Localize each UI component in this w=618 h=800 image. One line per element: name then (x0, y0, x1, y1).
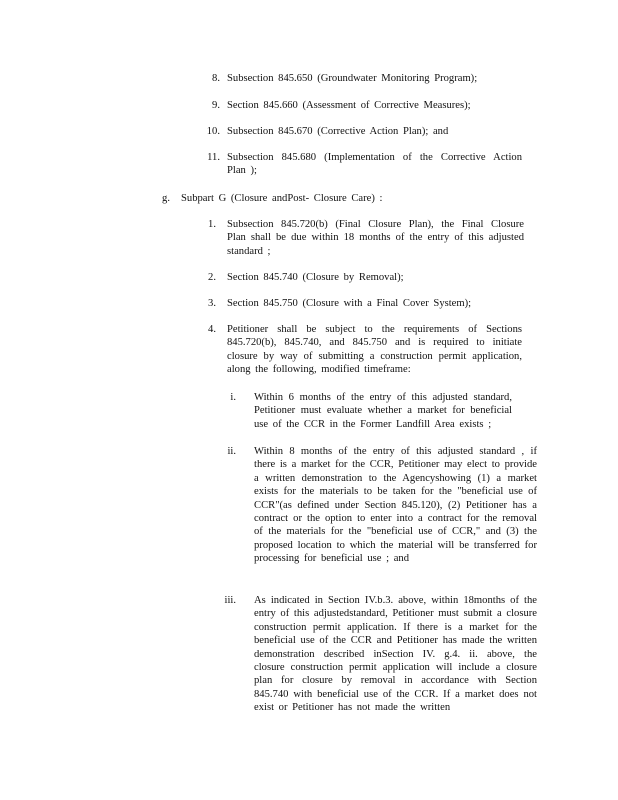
item-number: iii. (224, 595, 236, 606)
item-text: As indicated in Section IV.b.3. above, within 18months of the entry of this adjustedstandard, Petitioner must submit a closure construction permit application. If there is a market for the beneficial use of the CCR and Petitioner has made the written demonstration described inSection IV. g.4. ii. above, the closure construction permit application will include a closure plan for closure by removal in accordance with Section 845.740 with beneficial use of the CCR. If a market does not exist or Petitioner has not made the written (254, 595, 537, 714)
item-number: 9. (212, 100, 220, 111)
item-text: Subsection 845.670 (Corrective Action Plan); and (227, 126, 449, 137)
item-number: 3. (208, 298, 216, 309)
item-number: 4. (208, 324, 216, 335)
subpart-letter: g. (162, 193, 170, 204)
item-number: i. (230, 392, 236, 403)
item-number: 8. (212, 73, 220, 84)
item-number: 11. (207, 152, 220, 163)
item-text: Within 6 months of the entry of this adjusted standard, Petitioner must evaluate whether a market for beneficial use of the CCR in the Former Landfill Area exists ; (254, 392, 512, 430)
item-text: Petitioner shall be subject to the requirements of Sections 845.720(b), 845.740, and 845.750 and is required to initiate closure by way of submitting a construction permit application, along the following, modified timeframe: (227, 324, 522, 376)
item-number: 10. (206, 126, 220, 137)
item-number: 1. (208, 219, 216, 230)
item-text: Section 845.750 (Closure with a Final Cover System); (227, 298, 472, 309)
item-number: ii. (227, 446, 236, 457)
item-text: Section 845.660 (Assessment of Corrective Measures); (227, 100, 471, 111)
item-text: Subsection 845.650 (Groundwater Monitoring Program); (227, 73, 478, 84)
item-number: 2. (208, 272, 216, 283)
item-text: Section 845.740 (Closure by Removal); (227, 272, 404, 283)
subpart-text: Subpart G (Closure andPost- Closure Care) : (181, 193, 383, 204)
item-text: Subsection 845.680 (Implementation of the Corrective Action Plan ); (227, 152, 522, 177)
item-text: Within 8 months of the entry of this adjusted standard , if there is a market for the CCR, Petitioner may elect to provide a written demonstration to the Agencyshowing (1) a market exists for the materials to be taken for the "beneficial use of CCR"(as defined under Section 845.120), (2) Petitioner has a contract or the option to enter into a contract for the removal of the materials for the "beneficial use of CCR," and (3) the proposed location to which the material will be transferred for processing for beneficial use ; and (254, 446, 537, 565)
item-text: Subsection 845.720(b) (Final Closure Plan), the Final Closure Plan shall be due within 18 months of the entry of this adjusted standard ; (227, 219, 524, 257)
